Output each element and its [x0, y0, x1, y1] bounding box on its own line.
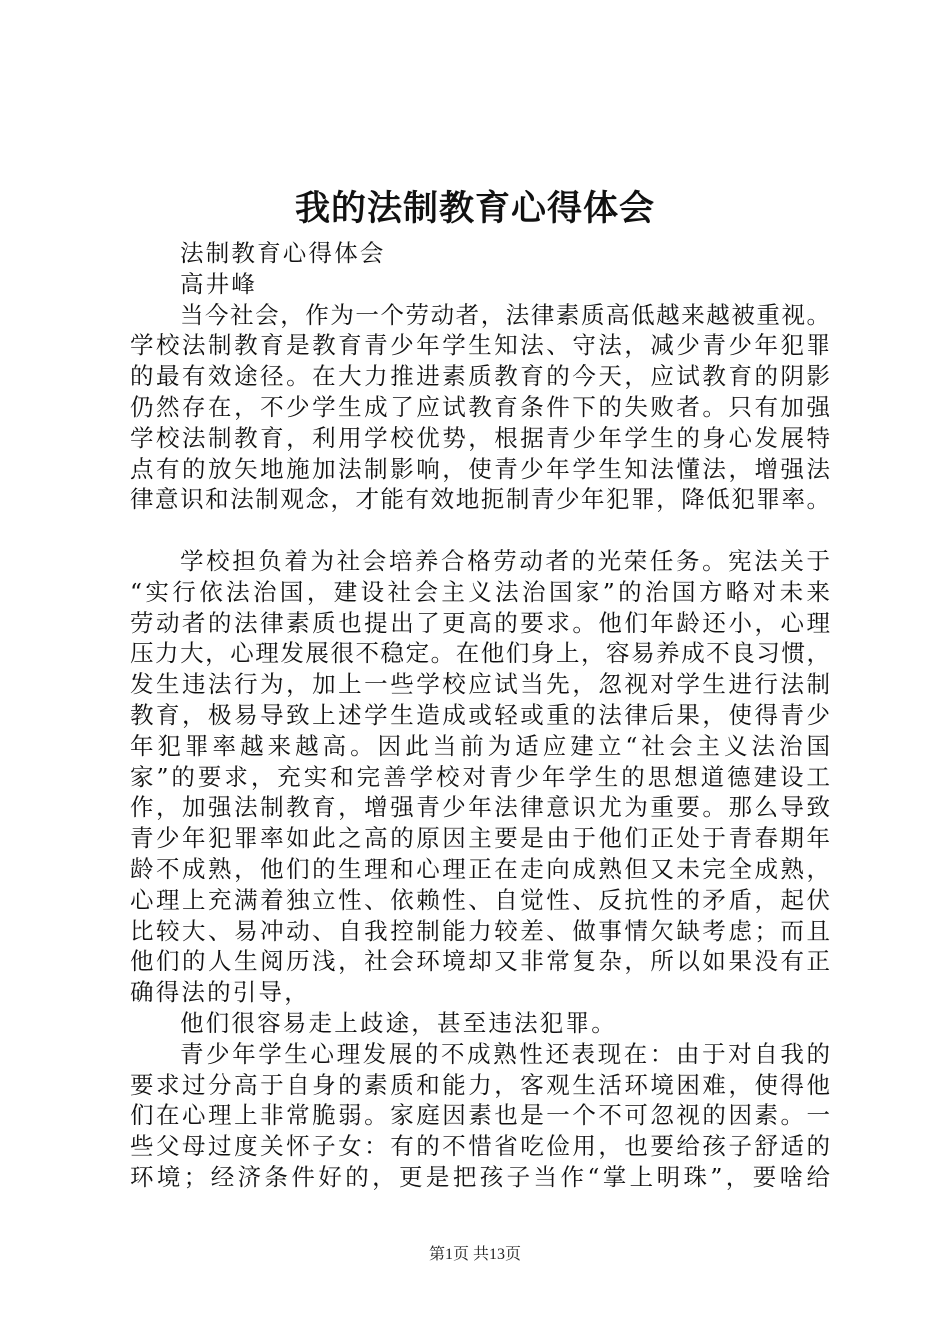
text-line: 劳动者的法律素质也提出了更高的要求。他们年龄还小，心理	[130, 608, 830, 637]
text-line: 学校法制教育，利用学校优势，根据青少年学生的身心发展特	[130, 423, 830, 452]
text-line: 青少年学生心理发展的不成熟性还表现在：由于对自我的	[180, 1039, 830, 1068]
text-line: 心理上充满着独立性、依赖性、自觉性、反抗性的矛盾，起伏	[130, 885, 830, 914]
text-line: 法制教育心得体会	[180, 239, 386, 267]
text-line: 他们的人生阅历浅，社会环境却又非常复杂，所以如果没有正	[130, 947, 830, 976]
text-line: 的最有效途径。在大力推进素质教育的今天，应试教育的阴影	[130, 362, 830, 391]
text-line: 比较大、易冲动、自我控制能力较差、做事情欠缺考虑；而且	[130, 916, 830, 945]
document-body	[130, 238, 830, 1193]
text-line: 律意识和法制观念，才能有效地扼制青少年犯罪，降低犯罪率。	[130, 485, 830, 514]
text-line: 龄不成熟，他们的生理和心理正在走向成熟但又未完全成熟，	[130, 854, 830, 883]
text-line: 作，加强法制教育，增强青少年法律意识尤为重要。那么导致	[130, 793, 830, 822]
text-line: 压力大，心理发展很不稳定。在他们身上，容易养成不良习惯，	[130, 639, 830, 668]
text-line: 仍然存在，不少学生成了应试教育条件下的失败者。只有加强	[130, 392, 830, 421]
text-line: 当今社会，作为一个劳动者，法律素质高低越来越被重视。	[180, 300, 830, 329]
text-line: 家”的要求，充实和完善学校对青少年学生的思想道德建设工	[130, 762, 830, 791]
text-line: 些父母过度关怀子女：有的不惜省吃俭用，也要给孩子舒适的	[130, 1132, 830, 1161]
text-line: 青少年犯罪率如此之高的原因主要是由于他们正处于青春期年	[130, 824, 830, 853]
text-line: 他们很容易走上歧途，甚至违法犯罪。	[180, 1008, 617, 1037]
text-line: “实行依法治国，建设社会主义法治国家”的治国方略对未来	[130, 577, 830, 606]
text-line: 确得法的引导，	[130, 978, 310, 1007]
text-line: 教育，极易导致上述学生造成或轻或重的法律后果，使得青少	[130, 700, 830, 729]
page-footer: 第1页 共13页	[428, 1246, 521, 1263]
text-line: 要求过分高于自身的素质和能力，客观生活环境困难，使得他	[130, 1070, 830, 1099]
text-line: 发生违法行为，加上一些学校应试当先，忽视对学生进行法制	[130, 670, 830, 699]
text-line: 环境；经济条件好的，更是把孩子当作“掌上明珠”，要啥给	[130, 1162, 830, 1191]
text-line: 高井峰	[180, 269, 258, 298]
text-line: 们在心理上非常脆弱。家庭因素也是一个不可忽视的因素。一	[130, 1101, 830, 1130]
text-line: 学校担负着为社会培养合格劳动者的光荣任务。宪法关于	[180, 546, 830, 575]
text-line: 学校法制教育是教育青少年学生知法、守法，减少青少年犯罪	[130, 331, 830, 360]
document-title: 我的法制教育心得体会	[294, 189, 655, 229]
text-line: 年犯罪率越来越高。因此当前为适应建立“社会主义法治国	[130, 731, 830, 760]
text-line: 点有的放矢地施加法制影响，使青少年学生知法懂法，增强法	[130, 454, 830, 483]
blank-line	[130, 515, 830, 546]
